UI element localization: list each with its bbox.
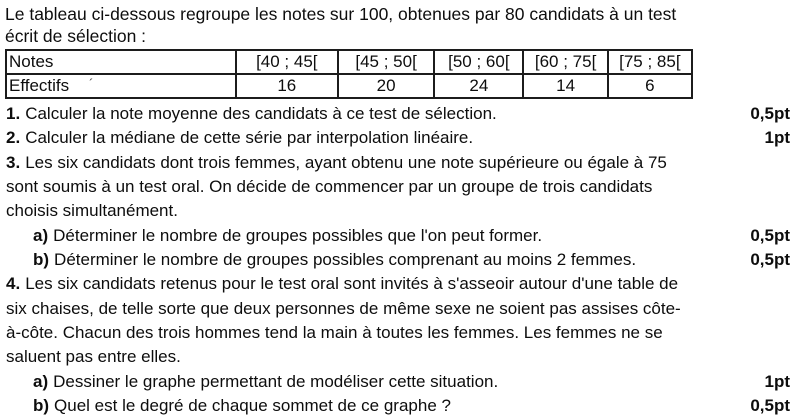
- effectif-cell: 24: [434, 74, 523, 98]
- question-line-9: [5, 297, 792, 321]
- question-text: sont soumis à un test oral. On décide de commencer par un groupe de trois candidats: [6, 177, 653, 197]
- points-label: 1pt: [764, 371, 790, 391]
- table-header-effectifs: [6, 74, 236, 98]
- question-line-4: [5, 175, 792, 199]
- interval-cell: [45 ; 50[: [338, 50, 434, 74]
- question-letter: b): [33, 396, 50, 416]
- scan-artifact-mark: ´: [89, 76, 94, 91]
- effectif-cell: 6: [608, 74, 692, 98]
- question-line-12: [5, 370, 792, 394]
- question-line-1: [5, 102, 792, 126]
- question-number: 2.: [6, 128, 21, 148]
- effectifs-label: Effectifs: [9, 76, 70, 95]
- table-header-notes: Notes: [6, 50, 236, 74]
- effectif-cell: 16: [236, 74, 338, 98]
- effectif-cell: 14: [523, 74, 607, 98]
- question-text: saluent pas entre elles.: [6, 347, 181, 367]
- question-line-6: [5, 224, 792, 248]
- question-letter: b): [33, 250, 50, 270]
- points-label: 0,5pt: [750, 104, 790, 123]
- question-text: choisis simultanément.: [6, 201, 178, 221]
- question-text: Quel est le degré de chaque sommet de ce graphe ?: [54, 396, 451, 416]
- question-line-13: [5, 394, 792, 418]
- question-line-2: [5, 126, 792, 150]
- question-line-7: [5, 248, 792, 272]
- points-label: 0,5pt: [750, 396, 790, 416]
- question-text: Dessiner le graphe permettant de modéliser cette situation.: [53, 371, 499, 391]
- question-text: Les six candidats retenus pour le test oral sont invités à s'asseoir autour d'une table de: [25, 274, 679, 294]
- interval-cell: [40 ; 45[: [236, 50, 338, 74]
- question-number: 4.: [6, 274, 21, 294]
- question-line-11: [5, 345, 792, 369]
- question-text: Calculer la note moyenne des candidats à ce test de sélection.: [25, 104, 497, 123]
- interval-cell: [50 ; 60[: [434, 50, 523, 74]
- intro-text-line-2: écrit de sélection :: [5, 25, 147, 46]
- question-line-8: [5, 272, 792, 296]
- points-label: 0,5pt: [750, 225, 790, 245]
- points-label: 1pt: [764, 128, 790, 148]
- question-letter: a): [33, 371, 49, 391]
- questions-block: [5, 102, 792, 418]
- question-text: Les six candidats dont trois femmes, ayant obtenu une note supérieure ou égale à 75: [25, 152, 667, 172]
- question-line-3: [5, 151, 792, 175]
- question-text: à-côte. Chacun des trois hommes tend la main à toutes les femmes. Les femmes ne se: [6, 323, 663, 343]
- effectif-cell: 20: [338, 74, 434, 98]
- notes-effectifs-table: [5, 49, 693, 99]
- question-text: Calculer la médiane de cette série par interpolation linéaire.: [25, 128, 474, 148]
- question-number: 3.: [6, 152, 21, 172]
- question-number: 1.: [6, 104, 21, 123]
- points-label: 0,5pt: [750, 250, 790, 270]
- question-text: Déterminer le nombre de groupes possibles comprenant au moins 2 femmes.: [54, 250, 637, 270]
- question-text: Déterminer le nombre de groupes possibles que l'on peut former.: [53, 225, 543, 245]
- question-text: six chaises, de telle sorte que deux personnes de même sexe ne soient pas assises côte-: [6, 298, 681, 318]
- table-row-notes: [6, 50, 692, 74]
- interval-cell: [75 ; 85[: [608, 50, 692, 74]
- interval-cell: [60 ; 75[: [523, 50, 607, 74]
- table-row-effectifs: [6, 74, 692, 98]
- question-line-5: [5, 199, 792, 223]
- question-line-10: [5, 321, 792, 345]
- intro-text-line-1: Le tableau ci-dessous regroupe les notes sur 100, obtenues par 80 candidats à un test: [5, 4, 677, 24]
- question-letter: a): [33, 225, 49, 245]
